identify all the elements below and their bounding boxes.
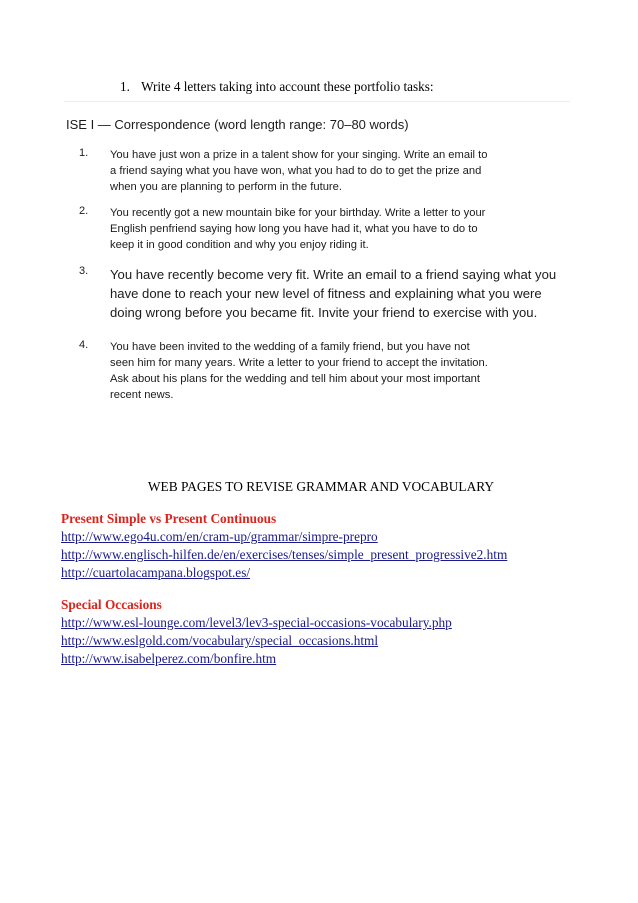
web-pages-heading	[0, 479, 638, 495]
resource-link[interactable]: http://cuartolacampana.blogspot.es/	[61, 565, 251, 580]
task-number: 1.	[79, 147, 89, 159]
resource-link[interactable]: http://www.esl-lounge.com/level3/lev3-special-occasions-vocabulary.php	[61, 615, 452, 630]
resource-link[interactable]: http://www.ego4u.com/en/cram-up/grammar/simpre-prepro	[61, 529, 378, 544]
task-line: when you are planning to perform in the future.	[110, 181, 342, 193]
portfolio-heading: ISE I — Correspondence (word length range: 70–80 words)	[66, 117, 409, 132]
intro-text: Write 4 letters taking into account these portfolio tasks:	[141, 79, 434, 94]
task-line: You have recently become very fit. Write an email to a friend saying what you	[110, 267, 557, 282]
link-group-present-simple	[61, 510, 507, 582]
task-number: 3.	[79, 265, 89, 277]
task-line: You recently got a new mountain bike for your birthday. Write a letter to your	[110, 207, 486, 219]
task-number: 2.	[79, 205, 89, 217]
task-line: doing wrong before you became fit. Invite your friend to exercise with you.	[110, 305, 538, 320]
resource-link[interactable]: http://www.isabelperez.com/bonfire.htm	[61, 651, 277, 666]
task-number: 4.	[79, 339, 89, 351]
link-group-title: Special Occasions	[61, 597, 162, 612]
intro-number: 1.	[120, 79, 130, 94]
task-line: You have just won a prize in a talent show for your singing. Write an email to	[110, 149, 488, 161]
task-line: seen him for many years. Write a letter to your friend to accept the invitation.	[110, 357, 488, 369]
task-line: keep it in good condition and why you enjoy riding it.	[110, 239, 369, 251]
task-line: Ask about his plans for the wedding and tell him about your most important	[110, 373, 481, 385]
portfolio-tasks-image	[64, 101, 570, 419]
resource-link[interactable]: http://www.eslgold.com/vocabulary/special_occasions.html	[61, 633, 379, 648]
top-divider	[64, 101, 570, 102]
task-line: recent news.	[110, 389, 174, 401]
link-group-title: Present Simple vs Present Continuous	[61, 511, 277, 526]
task-line: have done to reach your new level of fitness and explaining what you were	[110, 286, 542, 301]
task-line: English penfriend saying how long you have had it, what you have to do to	[110, 223, 478, 235]
link-group-special-occasions	[61, 596, 452, 668]
task-line: a friend saying what you have won, what you had to do to get the prize and	[110, 165, 482, 177]
intro-instruction	[120, 79, 434, 95]
task-line: You have been invited to the wedding of a family friend, but you have not	[110, 341, 470, 353]
resource-link[interactable]: http://www.englisch-hilfen.de/en/exercises/tenses/simple_present_progressive2.htm	[61, 547, 508, 562]
web-pages-heading-text: WEB PAGES TO REVISE GRAMMAR AND VOCABULARY	[147, 479, 495, 494]
